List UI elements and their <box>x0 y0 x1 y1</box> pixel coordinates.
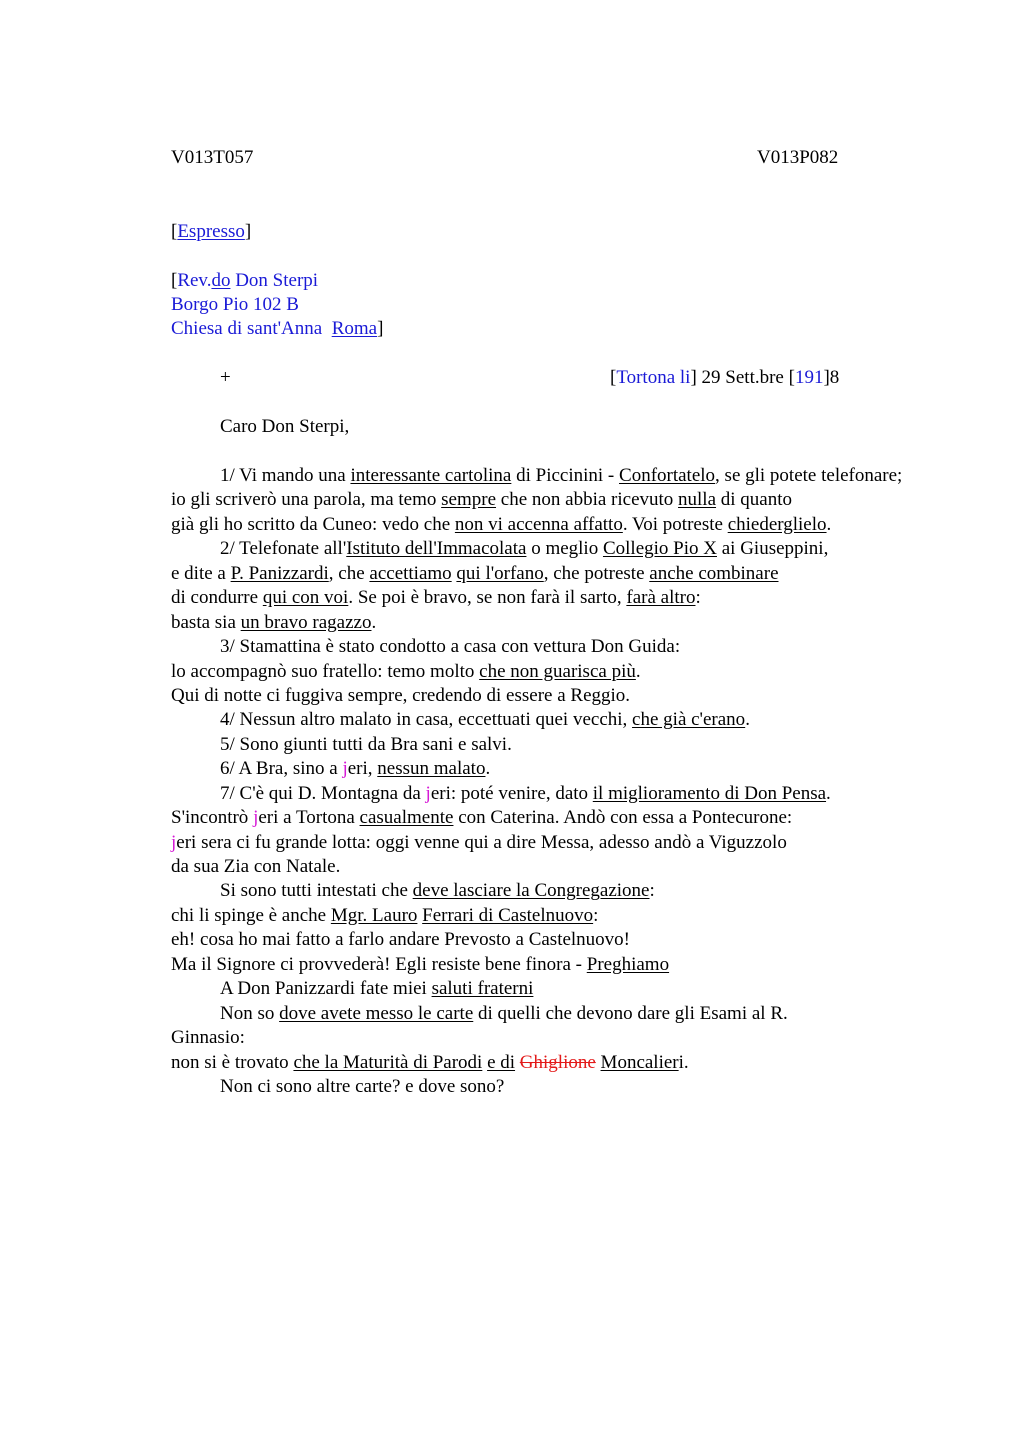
text-segment: . Se poi è bravo, se non farà il sarto, <box>348 587 627 609</box>
letter-body <box>171 464 991 1099</box>
body-line <box>171 1051 991 1075</box>
text-segment: S'incontrò <box>171 807 254 829</box>
church-name: Chiesa di sant'Anna <box>171 318 332 339</box>
text-segment: di condurre <box>171 587 263 609</box>
text-segment: : <box>593 904 599 926</box>
text-segment: con Caterina. Andò con essa a Pontecurone: <box>453 807 793 829</box>
text-segment: , se gli potete telefonare; <box>715 465 903 486</box>
underlined-text: farà altro <box>626 587 696 609</box>
body-line <box>171 611 991 635</box>
underlined-text: interessante cartolina <box>350 465 512 486</box>
church-line: Chiesa di sant'Anna Roma] <box>171 318 384 339</box>
body-line <box>171 928 991 952</box>
underlined-text: casualmente <box>359 807 454 829</box>
text-segment: . <box>745 709 750 731</box>
addressee-line: [Rev.do Don Sterpi <box>171 270 319 291</box>
underlined-text: anche combinare <box>649 562 779 584</box>
underlined-text: nulla <box>678 489 717 511</box>
text-segment: 2/ Telefonate all' <box>220 538 347 560</box>
underlined-text: dove avete messo le carte <box>279 1002 474 1024</box>
text-segment: lo accompagnò suo fratello: temo molto <box>171 660 480 682</box>
text-segment: di quanto <box>716 489 793 511</box>
body-line <box>171 660 991 684</box>
text-segment: già gli ho scritto da Cuneo: vedo che <box>171 513 455 535</box>
body-line <box>171 733 991 757</box>
underlined-text: che già c'erano <box>632 709 746 731</box>
body-line <box>171 488 991 512</box>
underlined-text: Confortatelo <box>619 465 716 486</box>
text-segment: i. <box>678 1051 689 1073</box>
text-segment: , che potreste <box>543 562 650 584</box>
struck-text: Ghiglione <box>519 1051 596 1073</box>
text-segment: Qui di notte ci fuggiva sempre, credendo di essere a Reggio. <box>171 684 631 706</box>
document-code-left: V013T057 <box>171 147 254 168</box>
underlined-text: deve lasciare la Congregazione <box>412 880 650 902</box>
text-segment: io gli scriverò una parola, ma temo <box>171 489 442 511</box>
body-line <box>171 757 991 781</box>
cross-symbol: + <box>220 367 231 388</box>
body-line <box>171 537 991 561</box>
delivery-mode-text: Espresso <box>177 221 245 242</box>
body-line <box>171 586 991 610</box>
underlined-text: qui l'orfano <box>456 562 544 584</box>
dateline-place: Tortona li <box>616 367 691 388</box>
underlined-text: saluti fraterni <box>431 978 534 1000</box>
salutation: Caro Don Sterpi, <box>220 416 350 437</box>
city-name: Roma <box>331 318 378 339</box>
body-line <box>171 708 991 732</box>
body-line <box>171 635 991 659</box>
body-line <box>171 977 991 1001</box>
text-segment: chi li spinge è anche <box>171 904 331 926</box>
text-segment: di Piccinini - <box>511 465 620 486</box>
text-segment: 4/ Nessun altro malato in casa, eccettuati quei vecchi, <box>220 709 633 731</box>
underlined-text: e di <box>487 1051 516 1073</box>
body-line <box>171 855 991 879</box>
text-segment: . <box>826 782 831 804</box>
underlined-text: un bravo ragazzo <box>240 611 372 633</box>
addressee-title: Rev. <box>177 270 212 291</box>
underlined-text: nessun malato <box>377 758 486 780</box>
text-segment: ai Giuseppini, <box>716 538 829 560</box>
body-line <box>171 806 991 830</box>
body-line <box>171 464 991 488</box>
underlined-text: chiederglielo <box>727 513 827 535</box>
correction-letter: j <box>425 782 431 804</box>
underlined-text: che la Maturità di Parodi <box>293 1051 483 1073</box>
delivery-mode: [Espresso] <box>171 221 252 242</box>
text-segment: eh! cosa ho mai fatto a farlo andare Prevosto a Castelnuovo! <box>171 929 631 951</box>
body-line <box>171 562 991 586</box>
text-segment: Ginnasio: <box>171 1027 245 1049</box>
underlined-text: Preghiamo <box>586 953 670 975</box>
body-line <box>171 904 991 928</box>
underlined-text: Mgr. Lauro <box>330 904 418 926</box>
text-segment: 1/ Vi mando una <box>220 465 351 486</box>
text-segment: 6/ A Bra, sino a <box>220 758 343 780</box>
body-line <box>171 953 991 977</box>
text-segment: e dite a <box>171 562 231 584</box>
text-segment: che non abbia ricevuto <box>496 489 679 511</box>
dateline-year-suffix: ]8 <box>823 367 840 388</box>
text-segment: eri a Tortona <box>258 807 360 829</box>
underlined-text: non vi accenna affatto <box>454 513 623 535</box>
underlined-text: sempre <box>441 489 497 511</box>
addressee-title-superscript: do <box>211 270 231 291</box>
text-segment: : <box>649 880 655 902</box>
underlined-text: accettiamo <box>369 562 452 584</box>
text-segment: basta sia <box>171 611 241 633</box>
dateline-year-prefix: 191 <box>794 367 824 388</box>
document-code-right: V013P082 <box>757 147 839 168</box>
text-segment: . Voi potreste <box>622 513 728 535</box>
text-segment: non si è trovato <box>171 1051 294 1073</box>
correction-letter: j <box>171 831 177 853</box>
dateline: [Tortona li] 29 Sett.bre [191]8 <box>610 367 840 388</box>
text-segment: eri: poté venire, dato <box>430 782 593 804</box>
underlined-text: Moncalier <box>600 1051 679 1073</box>
text-segment: da sua Zia con Natale. <box>171 856 341 877</box>
text-segment: . <box>485 758 491 780</box>
text-segment: o meglio <box>526 538 603 560</box>
text-segment: Non so <box>220 1002 280 1024</box>
addressee-name: Don Sterpi <box>230 270 319 291</box>
body-line <box>171 782 991 806</box>
text-segment: . <box>826 513 832 535</box>
text-segment: 7/ C'è qui D. Montagna da <box>220 782 426 804</box>
text-segment: Si sono tutti intestati che <box>220 880 413 902</box>
text-segment: Ma il Signore ci provvederà! Egli resiste bene finora - <box>171 953 587 975</box>
text-segment: eri sera ci fu grande lotta: oggi venne qui a dire Messa, adesso andò a Viguzzolo <box>176 831 787 853</box>
text-segment: di quelli che devono dare gli Esami al R. <box>473 1002 788 1024</box>
underlined-text: Istituto dell'Immacolata <box>346 538 527 560</box>
underlined-text: il miglioramento di Don Pensa <box>592 782 827 804</box>
body-line <box>171 879 991 903</box>
underlined-text: qui con voi <box>262 587 349 609</box>
underlined-text: Ferrari di Castelnuovo <box>422 904 594 926</box>
text-segment: 5/ Sono giunti tutti da Bra sani e salvi. <box>220 733 512 755</box>
text-segment: A Don Panizzardi fate miei <box>220 978 432 1000</box>
text-segment: Non ci sono altre carte? e dove sono? <box>220 1075 505 1097</box>
text-segment: , che <box>328 562 370 584</box>
correction-letter: j <box>342 758 348 780</box>
underlined-text: Collegio Pio X <box>602 538 717 560</box>
text-segment: 3/ Stamattina è stato condotto a casa con vettura Don Guida: <box>220 636 681 658</box>
text-segment: eri, <box>347 758 378 780</box>
underlined-text: che non guarisca più <box>479 660 636 682</box>
body-line <box>171 513 991 537</box>
correction-letter: j <box>253 807 259 829</box>
body-line <box>171 1075 991 1099</box>
body-line <box>171 684 991 708</box>
address-line: Borgo Pio 102 B <box>171 294 299 315</box>
body-line <box>171 1026 991 1050</box>
dateline-day-month: ] 29 Sett.bre [ <box>690 367 795 388</box>
body-line <box>171 1002 991 1026</box>
underlined-text: P. Panizzardi <box>230 562 329 584</box>
text-segment: . <box>635 660 641 682</box>
body-line <box>171 831 991 855</box>
text-segment: : <box>695 587 701 609</box>
text-segment: . <box>371 611 377 633</box>
